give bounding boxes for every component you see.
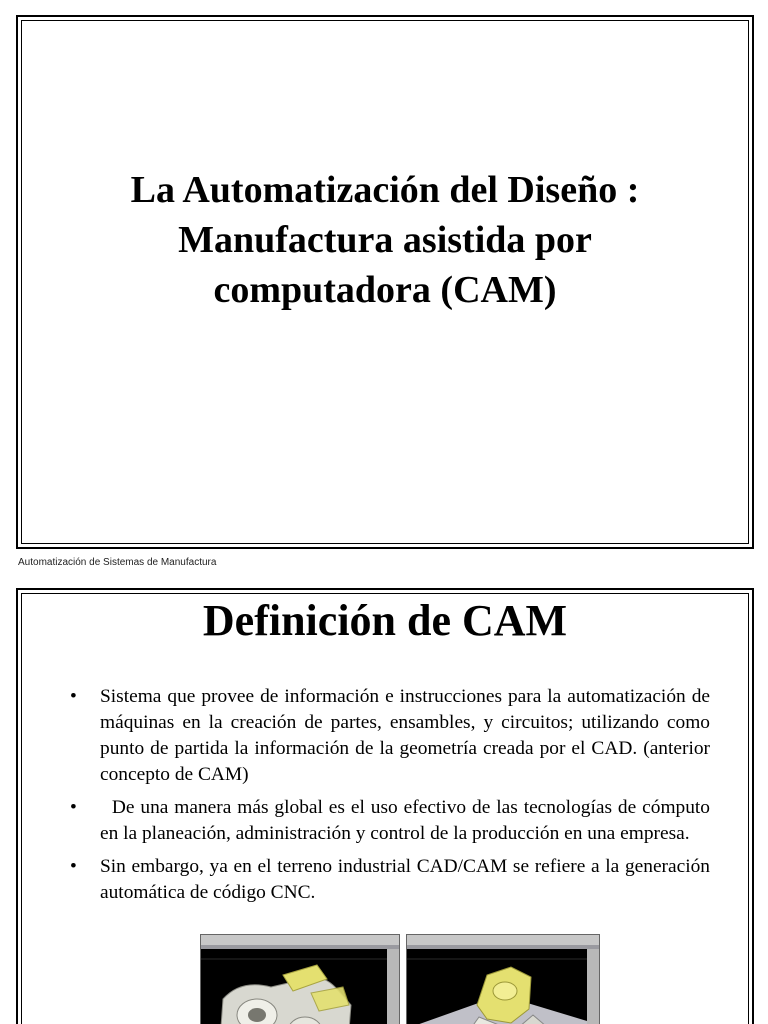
bullet-icon: •: [70, 856, 77, 877]
bullet-text: De una manera más global es el uso efectivo de las tecnologías de cómputo en la planeación, administración y control de la producción en una empresa.: [100, 797, 715, 844]
bullet-icon: •: [70, 686, 77, 707]
bullet-list: [70, 684, 715, 913]
cam-screenshot-right: [406, 934, 600, 1024]
cam-screenshots: [200, 934, 600, 1024]
slide-title: [38, 165, 732, 315]
slide-title-line: La Automatización del Diseño :: [130, 169, 640, 211]
bullet-text: Sin embargo, ya en el terreno industrial CAD/CAM se refiere a la generación automática de código CNC.: [100, 856, 710, 903]
title-slide: [16, 15, 754, 549]
list-item: [70, 854, 710, 906]
cam-toolpath-render: [407, 935, 600, 1024]
slide-title-line: computadora (CAM): [213, 269, 557, 311]
definition-slide: [16, 588, 754, 1024]
list-item: [70, 795, 715, 847]
bullet-icon: •: [70, 797, 77, 818]
list-item: [70, 684, 710, 788]
page-footer: Automatización de Sistemas de Manufactura: [18, 557, 217, 568]
cam-screenshot-left: [200, 934, 400, 1024]
bullet-text: Sistema que provee de información e instrucciones para la automatización de máquinas en la creación de partes, ensambles, y circuitos; utilizando como punto de partida la información de la geometría creada por el CAD. (anterior concepto de CAM): [100, 686, 710, 785]
slide-heading: Definición de CAM: [202, 596, 568, 645]
cam-model-render: [201, 935, 400, 1024]
slide-title-line: Manufactura asistida por: [178, 219, 592, 261]
